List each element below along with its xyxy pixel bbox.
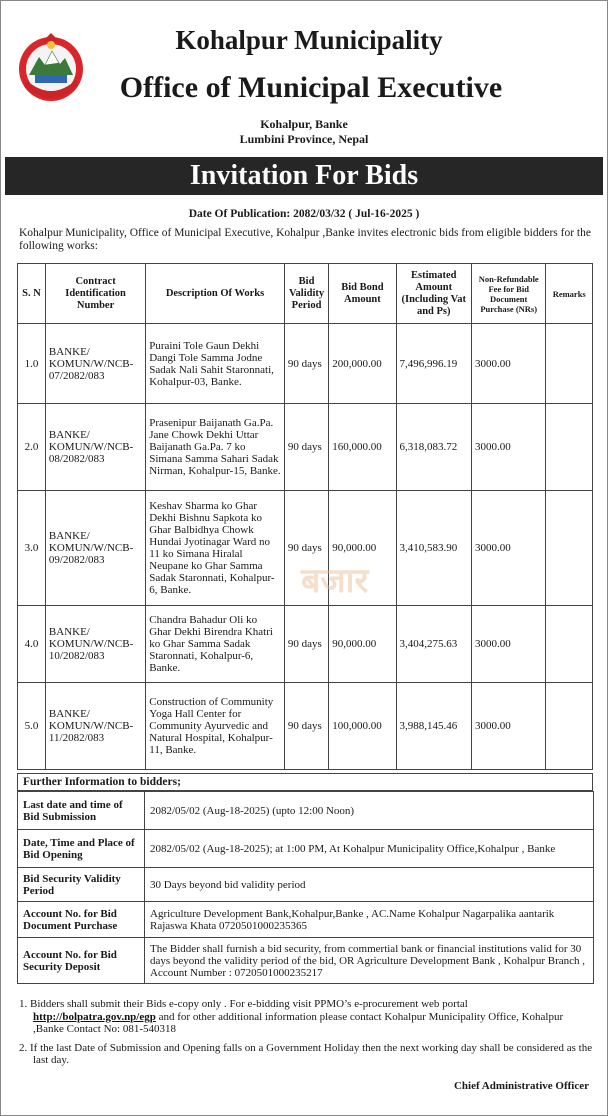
row-sn: 1.0 [18, 324, 46, 404]
row-description: Keshav Sharma ko Ghar Dekhi Bishnu Sapkota ko Ghar Balbidhya Chowk Hundai Jyotinagar Ward no 11 ko Simana Hiralal Neupane ko Ghar Samma Sadak Staronnati, Kohalpur-6, Banke. [146, 491, 285, 606]
row-remarks [546, 606, 593, 683]
row-fee: 3000.00 [471, 606, 545, 683]
info-row [18, 902, 594, 938]
note-1-text: 1. Bidders shall submit their Bids e-copy only . For e-bidding visit PPMO’s e-procurement web portal [19, 998, 468, 1010]
note-1-contact: and for other additional information please contact Kohalpur Municipality Office, Kohalpur ,Banke Contact No: 081-540318 [33, 1010, 564, 1035]
intro-paragraph: Kohalpur Municipality, Office of Municipal Executive, Kohalpur ,Banke invites electronic bids from eligible bidders for the following works: [19, 227, 591, 252]
address-line-1: Kohalpur, Banke [260, 117, 348, 131]
row-fee: 3000.00 [471, 683, 545, 770]
office-name: Office of Municipal Executive [119, 71, 503, 104]
row-contract-id: BANKE/ KOMUN/W/NCB-11/2082/083 [45, 683, 145, 770]
row-estimated: 3,410,583.90 [396, 491, 471, 606]
row-sn: 4.0 [18, 606, 46, 683]
col-description-header: Description Of Works [146, 264, 285, 324]
info-label: Account No. for Bid Document Purchase [18, 902, 145, 938]
row-sn: 2.0 [18, 404, 46, 491]
row-validity: 90 days [284, 404, 328, 491]
row-bond: 200,000.00 [329, 324, 396, 404]
notes-section [19, 998, 593, 1073]
row-remarks [546, 324, 593, 404]
row-remarks [546, 404, 593, 491]
info-label: Date, Time and Place of Bid Opening [18, 830, 145, 868]
row-contract-id: BANKE/ KOMUN/W/NCB-08/2082/083 [45, 404, 145, 491]
bids-table [17, 263, 593, 770]
row-estimated: 3,404,275.63 [396, 606, 471, 683]
bids-header-row [18, 264, 593, 324]
row-validity: 90 days [284, 606, 328, 683]
row-bond: 90,000.00 [329, 606, 396, 683]
row-estimated: 7,496,996.19 [396, 324, 471, 404]
row-description: Construction of Community Yoga Hall Center for Community Ayurvedic and Natural Hospital, Kohalpur-11, Banke. [146, 683, 285, 770]
row-description: Prasenipur Baijanath Ga.Pa. Jane Chowk Dekhi Uttar Baijanath Ga.Pa. 7 ko Simana Samma Sahari Sadak Nirman, Kohalpur-15, Banke. [146, 404, 285, 491]
row-fee: 3000.00 [471, 324, 545, 404]
row-validity: 90 days [284, 683, 328, 770]
info-value: 2082/05/02 (Aug-18-2025); at 1:00 PM, At Kohalpur Municipality Office,Kohalpur , Banke [145, 830, 594, 868]
info-row [18, 830, 594, 868]
egp-portal-link[interactable]: http://bolpatra.gov.np/egp [33, 1010, 156, 1023]
row-contract-id: BANKE/ KOMUN/W/NCB-10/2082/083 [45, 606, 145, 683]
info-row [18, 938, 594, 984]
info-value: 2082/05/02 (Aug-18-2025) (upto 12:00 Noon) [145, 792, 594, 830]
row-contract-id: BANKE/ KOMUN/W/NCB-07/2082/083 [45, 324, 145, 404]
row-sn: 5.0 [18, 683, 46, 770]
row-validity: 90 days [284, 491, 328, 606]
watermark-text: बजार [301, 561, 369, 601]
row-remarks [546, 683, 593, 770]
info-value: Agriculture Development Bank,Kohalpur,Banke , AC.Name Kohalpur Nagarpalika aantarik Rajaswa Khata 0720501000235365 [145, 902, 594, 938]
table-row [18, 404, 593, 491]
col-contract-header: Contract Identification Number [45, 264, 145, 324]
col-fee-header: Non-Refundable Fee for Bid Document Purchase (NRs) [471, 264, 545, 324]
org-name: Kohalpur Municipality [175, 25, 443, 55]
col-estimated-header: Estimated Amount (Including Vat and Ps) [396, 264, 471, 324]
further-info-table [17, 791, 594, 984]
col-validity-header: Bid Validity Period [284, 264, 328, 324]
row-contract-id: BANKE/ KOMUN/W/NCB-09/2082/083 [45, 491, 145, 606]
row-remarks [546, 491, 593, 606]
table-row [18, 606, 593, 683]
table-row [18, 683, 593, 770]
table-row [18, 324, 593, 404]
info-label: Account No. for Bid Security Deposit [18, 938, 145, 984]
row-description: Puraini Tole Gaun Dekhi Dangi Tole Samma Jodne Sadak Nali Sahit Staronnati, Kohalpur-03, Banke. [146, 324, 285, 404]
row-sn: 3.0 [18, 491, 46, 606]
row-estimated: 6,318,083.72 [396, 404, 471, 491]
info-label: Bid Security Validity Period [18, 868, 145, 902]
publication-date: Date Of Publication: 2082/03/32 ( Jul-16-2025 ) [188, 208, 420, 220]
info-row [18, 792, 594, 830]
row-description: Chandra Bahadur Oli ko Ghar Dekhi Birendra Khatri ko Ghar Samma Sadak Staronnati, Kohalpur-6, Banke. [146, 606, 285, 683]
col-remarks-header: Remarks [546, 264, 593, 324]
invitation-banner: Invitation For Bids [5, 157, 603, 195]
note-2: 2. If the last Date of Submission and Opening falls on a Government Holiday then the next working day shall be considered as the last day. [19, 1041, 593, 1066]
signature-title: Chief Administrative Officer [453, 1080, 589, 1092]
col-bond-header: Bid Bond Amount [329, 264, 396, 324]
row-fee: 3000.00 [471, 491, 545, 606]
info-row [18, 868, 594, 902]
info-label: Last date and time of Bid Submission [18, 792, 145, 830]
col-sn-header: S. N [18, 264, 46, 324]
row-fee: 3000.00 [471, 404, 545, 491]
row-bond: 90,000.00 [329, 491, 396, 606]
row-validity: 90 days [284, 324, 328, 404]
note-1 [19, 998, 593, 1036]
further-info-heading: Further Information to bidders; [17, 773, 593, 791]
info-value: 30 Days beyond bid validity period [145, 868, 594, 902]
address-line-2: Lumbini Province, Nepal [239, 132, 369, 146]
row-bond: 160,000.00 [329, 404, 396, 491]
row-estimated: 3,988,145.46 [396, 683, 471, 770]
row-bond: 100,000.00 [329, 683, 396, 770]
info-value: The Bidder shall furnish a bid security, from commertial bank or financial institutions valid for 30 days beyond the validity period of the bid, OR Agriculture Development Bank , Kohalpur Branch , Account Number : 0720501000235217 [145, 938, 594, 984]
